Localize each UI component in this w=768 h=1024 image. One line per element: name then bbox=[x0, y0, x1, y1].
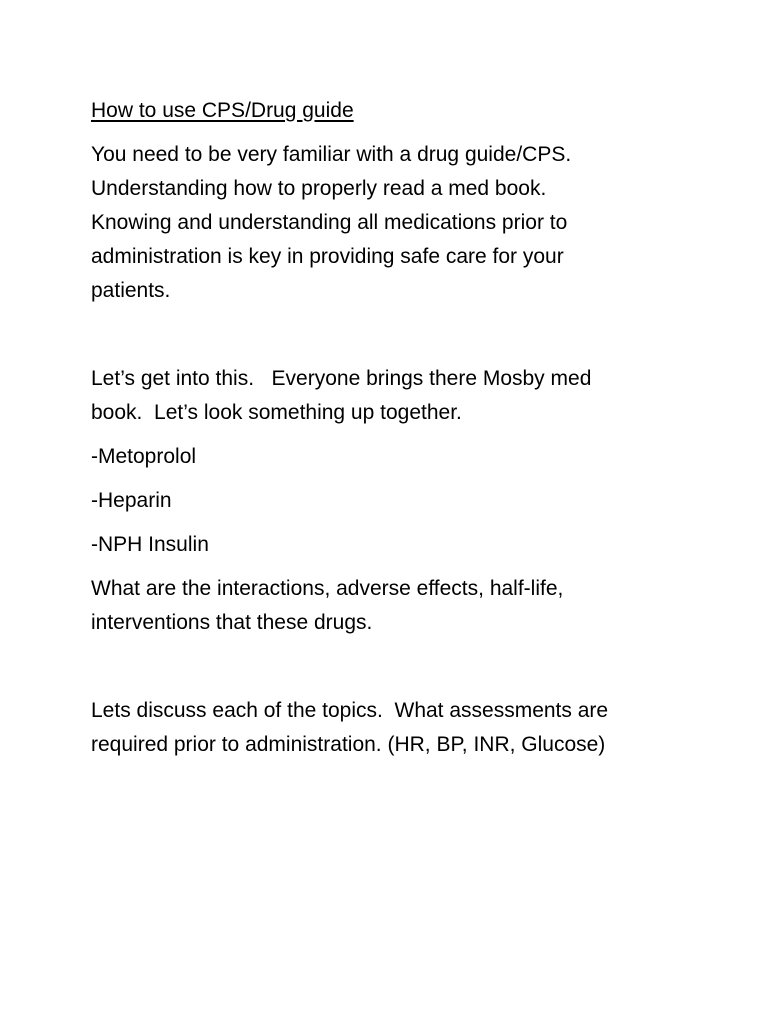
document-title: How to use CPS/Drug guide bbox=[91, 99, 354, 122]
spacer bbox=[91, 640, 691, 694]
intro-line: patients. bbox=[91, 279, 171, 302]
question-line: What are the interactions, adverse effects, half-life, bbox=[91, 577, 564, 600]
spacer bbox=[91, 562, 691, 572]
question-line: interventions that these drugs. bbox=[91, 611, 373, 634]
lookup-paragraph bbox=[91, 362, 691, 430]
drug-item-heparin: -Heparin bbox=[91, 489, 172, 512]
intro-paragraph bbox=[91, 138, 691, 308]
intro-line: Understanding how to properly read a med book. bbox=[91, 177, 547, 200]
spacer bbox=[91, 308, 691, 362]
drug-item-nph-insulin: -NPH Insulin bbox=[91, 533, 209, 556]
spacer bbox=[91, 430, 691, 440]
discussion-line: required prior to administration. (HR, BP, INR, Glucose) bbox=[91, 733, 606, 756]
question-paragraph bbox=[91, 572, 691, 640]
intro-line: Knowing and understanding all medications prior to bbox=[91, 211, 568, 234]
drug-item-metoprolol: -Metoprolol bbox=[91, 445, 197, 468]
lookup-line: Let’s get into this. Everyone brings there Mosby med bbox=[91, 367, 592, 390]
discussion-line: Lets discuss each of the topics. What assessments are bbox=[91, 699, 609, 722]
discussion-paragraph bbox=[91, 694, 691, 762]
intro-line: You need to be very familiar with a drug guide/CPS. bbox=[91, 143, 572, 166]
spacer bbox=[91, 474, 691, 484]
document-body bbox=[91, 94, 691, 762]
intro-line: administration is key in providing safe care for your bbox=[91, 245, 564, 268]
spacer bbox=[91, 518, 691, 528]
lookup-line: book. Let’s look something up together. bbox=[91, 401, 462, 424]
